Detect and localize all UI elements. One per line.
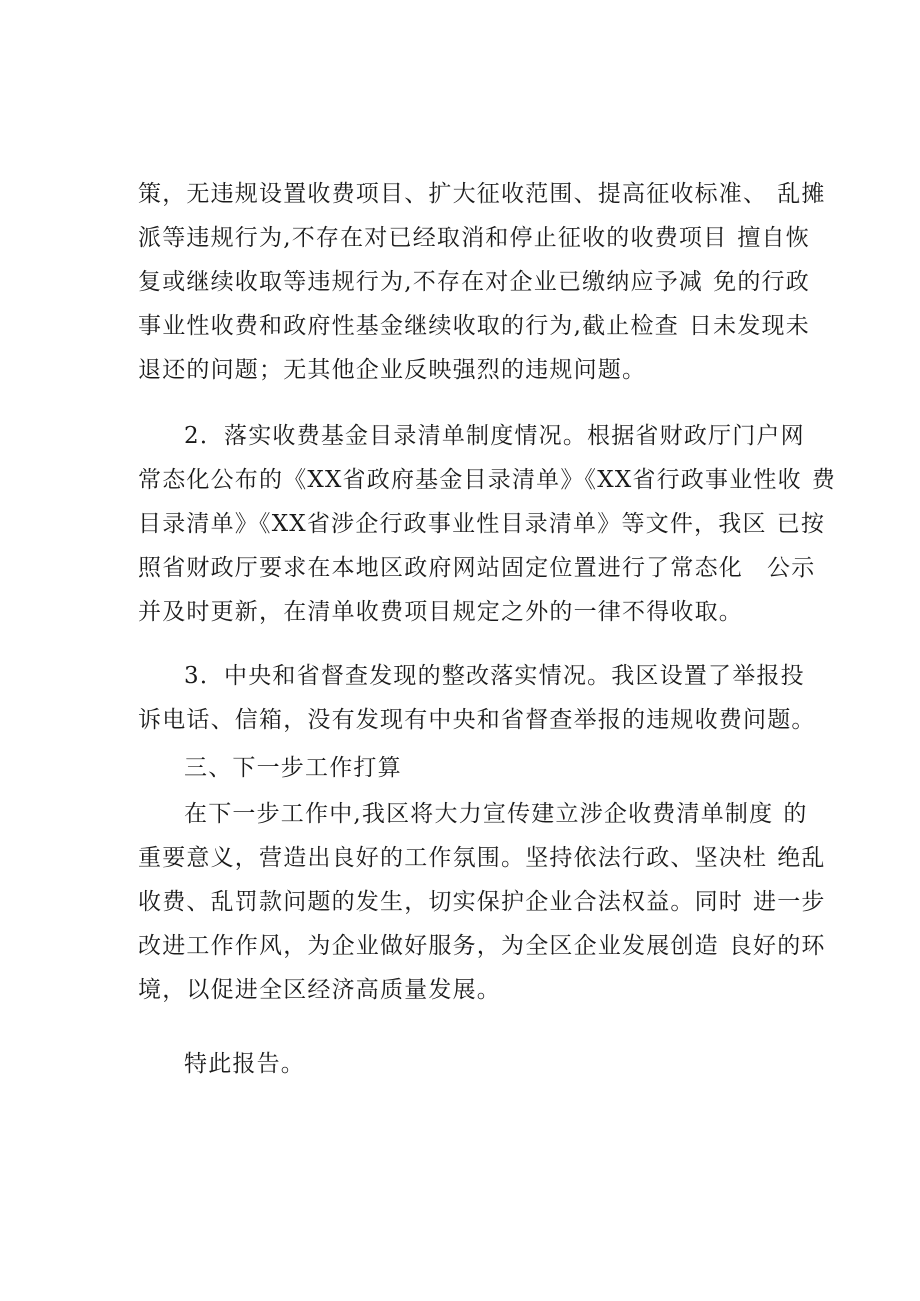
section-heading bbox=[184, 752, 798, 784]
text-run: 重要意义，营造出良好的工作氛围。坚持依法行政、坚决杜 bbox=[138, 845, 768, 871]
text-run: 擅自恢 bbox=[737, 225, 810, 251]
text-run: 日未发现未 bbox=[688, 313, 810, 339]
text-run: 在下一步工作中,我区将大力宣传建立涉企收费清单制度 bbox=[184, 801, 774, 827]
text-run: 三、下一步工作打算 bbox=[184, 755, 402, 781]
text-run: 绝乱 bbox=[777, 845, 826, 871]
paragraph-5-line-1 bbox=[184, 798, 808, 830]
text-run: 事业性收费和政府性基金继续收取的行为,截止检查 bbox=[138, 313, 679, 339]
text-run: 退还的问题；无其他企业反映强烈的违规问题。 bbox=[138, 357, 647, 383]
text-run: 费 bbox=[811, 467, 836, 493]
paragraph-2-line-2 bbox=[138, 464, 836, 496]
paragraph-1-line-5 bbox=[138, 354, 798, 386]
text-run: 2．落实收费基金目录清单制度情况。根据省财政厅门户网 bbox=[184, 423, 805, 449]
paragraph-2-line-3 bbox=[138, 508, 826, 540]
paragraph-1-line-4 bbox=[138, 310, 810, 342]
text-run: 诉电话、信箱，没有发现有中央和省督查举报的违规收费问题。 bbox=[138, 707, 816, 733]
text-run: 收费、乱罚款问题的发生，切实保护企业合法权益。同时 bbox=[138, 889, 743, 915]
paragraph-2-line-5 bbox=[138, 596, 798, 628]
text-run: 已按 bbox=[776, 511, 826, 537]
text-run: 境，以促进全区经济高质量发展。 bbox=[138, 977, 501, 1003]
text-run: 乱摊 bbox=[777, 181, 826, 207]
text-run: 的 bbox=[783, 801, 808, 827]
paragraph-5-line-4 bbox=[138, 930, 826, 962]
text-run: 免的行政 bbox=[713, 269, 810, 295]
paragraph-3-line-2 bbox=[138, 704, 816, 736]
text-run: 策，无违规设置收费项目、扩大征收范围、提高征收标准、 bbox=[138, 181, 768, 207]
text-run: 常态化公布的《XX省政府基金目录清单》《XX省行政事业性收 bbox=[138, 467, 802, 493]
paragraph-2-line-4 bbox=[138, 552, 816, 584]
text-run: 进一步 bbox=[753, 889, 826, 915]
paragraph-5-line-2 bbox=[138, 842, 826, 874]
paragraph-1-line-1 bbox=[138, 178, 826, 210]
text-run: 复或继续收取等违规行为,不存在对企业已缴纳应予减 bbox=[138, 269, 704, 295]
text-run: 派等违规行为,不存在对已经取消和停止征收的收费项目 bbox=[138, 225, 728, 251]
closing-line bbox=[184, 1048, 798, 1080]
paragraph-2-line-1 bbox=[184, 420, 805, 452]
text-run: 特此报告。 bbox=[184, 1051, 305, 1077]
paragraph-1-line-3 bbox=[138, 266, 810, 298]
paragraph-3-line-1 bbox=[184, 660, 805, 692]
text-run: 照省财政厅要求在本地区政府网站固定位置进行了常态化 bbox=[138, 555, 743, 581]
text-run: 3．中央和省督查发现的整改落实情况。我区设置了举报投 bbox=[184, 663, 805, 689]
paragraph-5-line-3 bbox=[138, 886, 826, 918]
text-run: 公示 bbox=[767, 555, 816, 581]
text-run: 改进工作作风，为企业做好服务，为全区企业发展创造 bbox=[138, 933, 719, 959]
paragraph-1-line-2 bbox=[138, 222, 810, 254]
text-run: 目录清单》《XX省涉企行政事业性目录清单》等文件，我区 bbox=[138, 511, 767, 537]
text-run: 良好的环 bbox=[728, 933, 826, 959]
paragraph-5-line-5 bbox=[138, 974, 798, 1006]
text-run: 并及时更新，在清单收费项目规定之外的一律不得收取。 bbox=[138, 599, 743, 625]
